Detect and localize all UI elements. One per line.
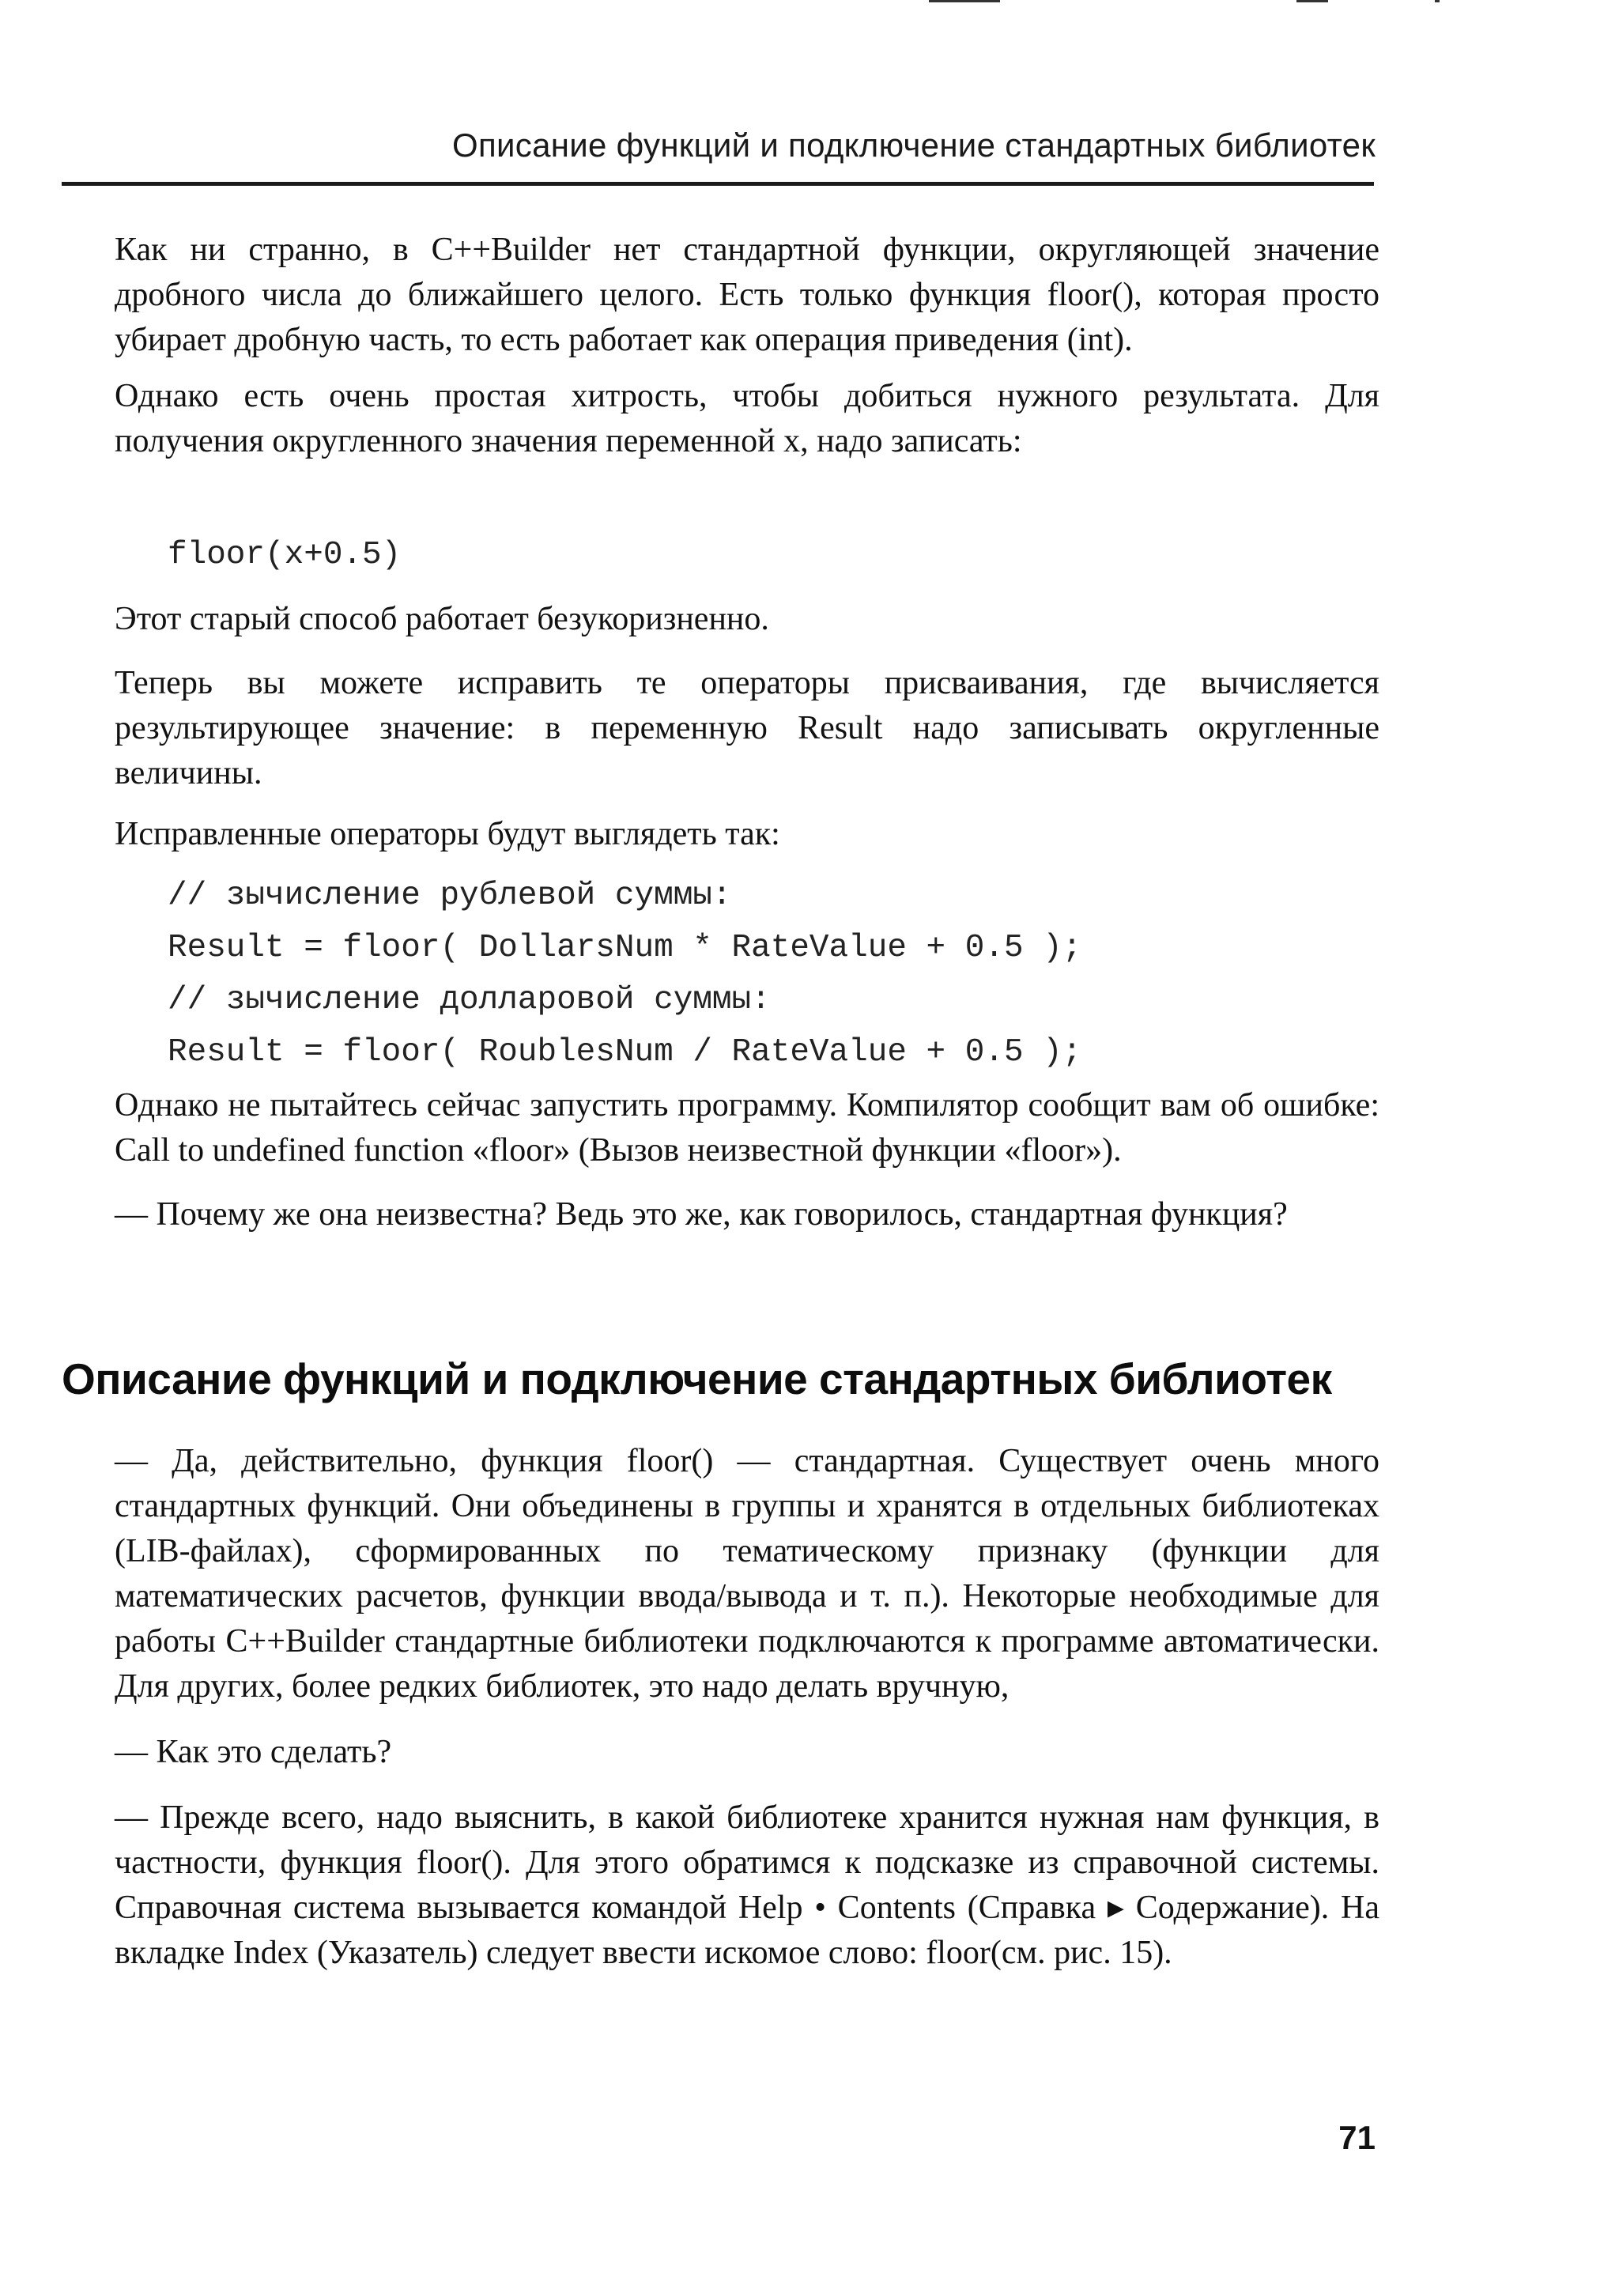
paragraph: Как ни странно, в C++Builder нет стандартной функции, округляющей значение дробного числа до ближайшего целого. Есть только функция floor(), которая просто убирает дробную часть, то есть работает как операция приведения (int). bbox=[115, 232, 1379, 358]
inline-code bbox=[168, 531, 1432, 579]
after-code-block bbox=[115, 1083, 1379, 1237]
scan-mark bbox=[929, 0, 1000, 2]
paragraph: Этот старый способ работает безукоризненно. bbox=[115, 601, 769, 637]
code-line: floor(x+0.5) bbox=[168, 537, 402, 573]
section-heading: Описание функций и подключение стандартных библиотек bbox=[62, 1354, 1332, 1403]
paragraph: Однако не пытайтесь сейчас запустить программу. Компилятор сообщит вам об ошибке: Call to undefined function «floor» (Вызов неизвестной функции «floor»). bbox=[115, 1087, 1379, 1169]
code-line: Result = floor( DollarsNum * RateValue + 0.5 ); bbox=[168, 930, 1082, 966]
scan-mark bbox=[1435, 0, 1440, 2]
code-line: // зычисление рублевой суммы: bbox=[168, 878, 732, 914]
header-rule bbox=[62, 182, 1374, 186]
paragraph: Исправленные операторы будут выглядеть так: bbox=[115, 816, 780, 852]
code-line: Result = floor( RoublesNum / RateValue + 0.5 ); bbox=[168, 1034, 1082, 1071]
running-head: Описание функций и подключение стандартных библиотек bbox=[452, 127, 1376, 164]
scan-mark bbox=[1296, 0, 1328, 2]
paragraph: Теперь вы можете исправить те операторы присваивания, где вычисляется результирующее значение: в переменную Result надо записывать округленные величины. bbox=[115, 665, 1379, 791]
paragraph: Однако есть очень простая хитрость, чтобы добиться нужного результата. Для получения округленного значения переменной x, надо записать: bbox=[115, 378, 1379, 459]
paragraph: — Да, действительно, функция floor() — стандартная. Существует очень много стандартных функций. Они объединены в группы и хранятся в отдельных библиотеках (LIB-файлах), сформированных по тематическому признаку (функции для математических расчетов, функции ввода/вывода и т. п.). Некоторые необходимые для работы C++Builder стандартные библиотеки подключаются к программе автоматически. Для других, более редких библиотек, это надо делать вручную, bbox=[115, 1443, 1379, 1705]
intro-block bbox=[115, 228, 1379, 464]
paragraph: — Как это сделать? bbox=[115, 1734, 392, 1770]
page-number: 71 bbox=[1338, 2119, 1376, 2156]
paragraph: — Почему же она неизвестна? Ведь это же, как говорилось, стандартная функция? bbox=[115, 1196, 1288, 1233]
middle-block bbox=[115, 597, 1379, 857]
paragraph: — Прежде всего, надо выяснить, в какой библиотеке хранится нужная нам функция, в частности, функция floor(). Для этого обратимся к подсказке из справочной системы. Справочная система вызывается командой Help • Contents (Справка ▸ Содержание). На вкладке Index (Указатель) следует ввести искомое слово: floor(см. рис. 15). bbox=[115, 1799, 1379, 1971]
section-body bbox=[115, 1439, 1379, 1976]
code-block bbox=[168, 870, 1432, 1078]
code-line: // зычисление долларовой суммы: bbox=[168, 982, 771, 1018]
